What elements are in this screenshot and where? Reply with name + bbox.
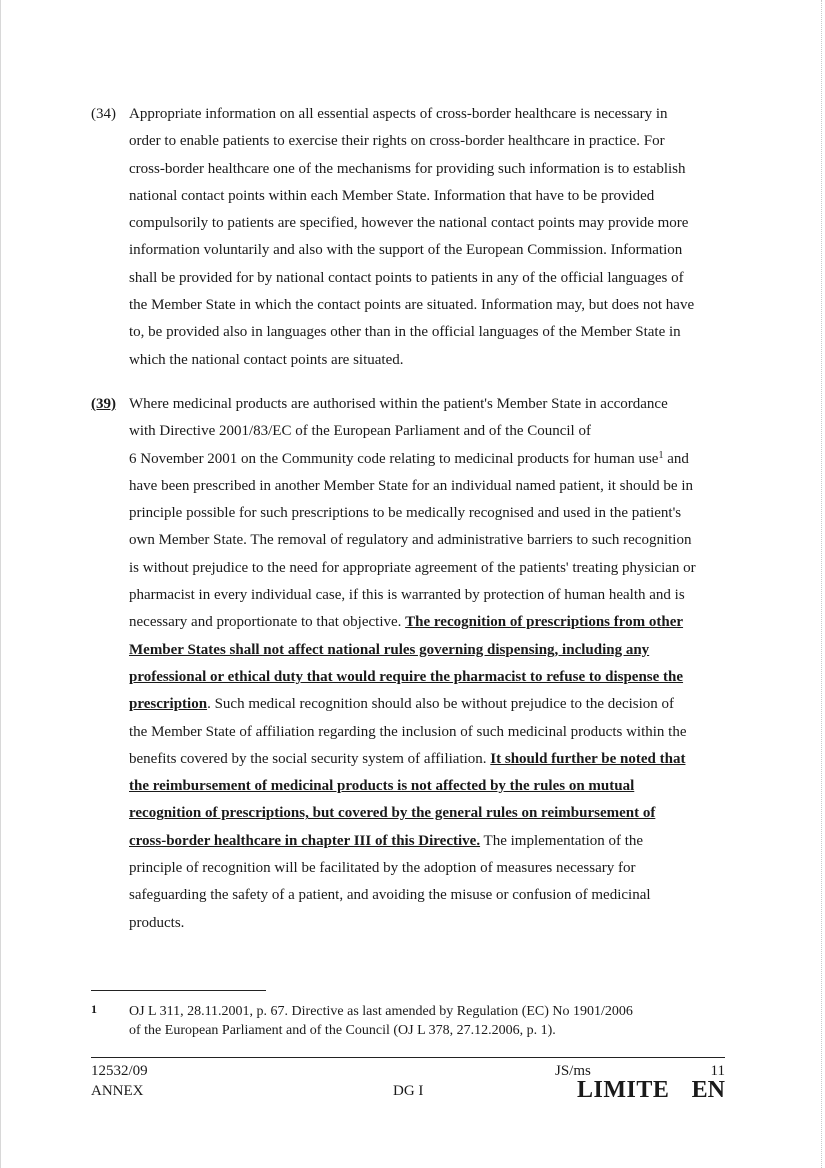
text-span: compulsorily to patients are specified, however the national contact points may provide more <box>129 215 689 232</box>
text-line <box>129 265 731 292</box>
text-line <box>129 473 731 500</box>
text-line <box>129 855 731 882</box>
amended-text: professional or ethical duty that would require the pharmacist to refuse to dispense the <box>129 668 684 685</box>
text-span: to, be provided also in languages other than in the official languages of the Member State in <box>129 324 681 341</box>
text-line <box>129 418 731 445</box>
paragraph-number: (34) <box>91 106 116 122</box>
annex-label: ANNEX <box>91 1083 144 1099</box>
footnote-reference: 1 <box>658 449 664 461</box>
text-span: benefits covered by the social security system of affiliation. <box>129 750 491 767</box>
text-line <box>129 101 731 128</box>
text-span: shall be provided for by national contact points to patients in any of the official languages of <box>129 269 684 286</box>
text-span: products. <box>129 914 185 931</box>
text-line <box>129 210 731 237</box>
paragraph-number: (39) <box>91 396 116 412</box>
amended-text: The recognition of prescriptions from other <box>405 614 684 631</box>
paragraph-39 <box>91 391 731 937</box>
text-span: principle possible for such prescriptions to be medically recognised and used in the patient's <box>129 505 682 522</box>
text-span: and <box>663 450 689 467</box>
text-line <box>129 319 731 346</box>
text-line <box>129 527 731 554</box>
directorate-label: DG I <box>393 1083 424 1099</box>
text-line <box>129 910 731 937</box>
text-span: the Member State in which the contact points are situated. Information may, but does not have <box>129 297 695 314</box>
text-line <box>129 237 731 264</box>
text-span: own Member State. The removal of regulatory and administrative barriers to such recognition <box>129 532 692 549</box>
language-code: EN <box>691 1077 725 1103</box>
text-line <box>129 292 731 319</box>
paragraph-body <box>129 391 731 937</box>
footnote-mark: 1 <box>91 1002 97 1016</box>
text-span: national contact points within each Member State. Information that have to be provided <box>129 187 655 204</box>
text-span: the Member State of affiliation regarding the inclusion of such medicinal products within the <box>129 723 687 740</box>
text-line <box>129 609 731 636</box>
page-edge-right <box>820 0 822 1168</box>
text-span: order to enable patients to exercise their rights on cross-border healthcare in practice. For <box>129 133 665 150</box>
text-line <box>129 719 731 746</box>
text-span: Appropriate information on all essential aspects of cross-border healthcare is necessary in <box>129 106 668 122</box>
author-initials: JS/ms <box>555 1063 591 1079</box>
text-line <box>129 637 731 664</box>
text-line <box>129 882 731 909</box>
text-span: information voluntarily and also with the support of the European Commission. Information <box>129 242 683 259</box>
text-span: safeguarding the safety of a patient, and avoiding the misuse or confusion of medicinal <box>129 887 651 904</box>
amended-text: It should further be noted that <box>490 750 686 767</box>
text-span: 6 November 2001 on the Community code relating to medicinal products for human use <box>129 450 659 467</box>
amended-text: recognition of prescriptions, but covered by the general rules on reimbursement of <box>129 805 656 822</box>
footnote-text <box>129 1002 731 1040</box>
text-line <box>129 828 731 855</box>
text-line <box>129 582 731 609</box>
page-footer <box>91 1063 725 1108</box>
text-line <box>129 664 731 691</box>
text-line <box>129 555 731 582</box>
footnote-separator <box>91 990 266 991</box>
text-line <box>129 446 731 473</box>
text-span: is without prejudice to the need for appropriate agreement of the patients' treating physician or <box>129 559 696 576</box>
text-line <box>129 391 731 418</box>
text-line <box>129 691 731 718</box>
amended-text: prescription <box>129 696 208 713</box>
amended-text: Member States shall not affect national rules governing dispensing, including any <box>129 641 650 658</box>
page-number: 11 <box>710 1063 725 1079</box>
classification-label: LIMITE <box>577 1077 670 1103</box>
footnote-line: of the European Parliament and of the Council (OJ L 378, 27.12.2006, p. 1). <box>129 1023 556 1038</box>
text-line <box>129 500 731 527</box>
text-line <box>129 128 731 155</box>
footer-separator <box>91 1057 725 1058</box>
amended-text: cross-border healthcare in chapter III of this Directive. <box>129 832 481 849</box>
text-line <box>129 156 731 183</box>
text-span: Where medicinal products are authorised within the patient's Member State in accordance <box>129 396 668 412</box>
text-line <box>129 183 731 210</box>
text-span: The implementation of the <box>480 832 644 849</box>
text-span: which the national contact points are situated. <box>129 351 404 368</box>
footnote <box>91 1002 731 1040</box>
amended-text: the reimbursement of medicinal products is not affected by the rules on mutual <box>129 778 635 795</box>
text-span: with Directive 2001/83/EC of the European Parliament and of the Council of <box>129 423 591 440</box>
text-span: necessary and proportionate to that objective. <box>129 614 406 631</box>
text-span: . Such medical recognition should also be without prejudice to the decision of <box>207 696 675 713</box>
paragraph-body <box>129 101 731 374</box>
footnote-line: OJ L 311, 28.11.2001, p. 67. Directive as last amended by Regulation (EC) No 1901/2006 <box>129 1004 633 1019</box>
text-line <box>129 746 731 773</box>
text-span: pharmacist in every individual case, if this is warranted by protection of human health and is <box>129 587 685 604</box>
text-line <box>129 773 731 800</box>
text-line <box>129 347 731 374</box>
text-span: have been prescribed in another Member State for an individual named patient, it should be in <box>129 477 693 494</box>
text-span: principle of recognition will be facilitated by the adoption of measures necessary for <box>129 860 636 877</box>
text-span: cross-border healthcare one of the mechanisms for providing such information is to establish <box>129 160 686 177</box>
document-number: 12532/09 <box>91 1063 148 1079</box>
text-line <box>129 800 731 827</box>
page-edge-left <box>0 0 1 1168</box>
paragraph-34 <box>91 101 731 374</box>
